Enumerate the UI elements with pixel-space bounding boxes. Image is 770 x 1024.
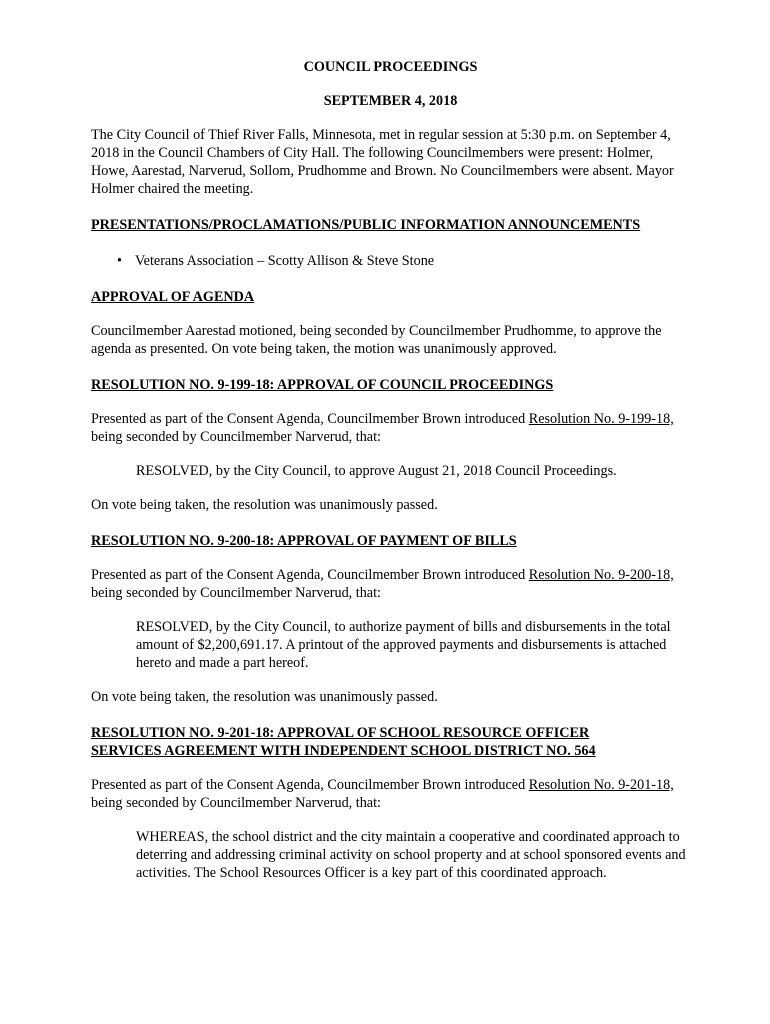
res199-intro	[91, 410, 690, 446]
res200-intro	[91, 566, 690, 602]
res200-heading: RESOLUTION NO. 9-200-18: APPROVAL OF PAYMENT OF BILLS	[91, 533, 517, 549]
presentation-item-text: Veterans Association – Scotty Allison & Steve Stone	[135, 253, 435, 269]
res199-intro-text: Presented as part of the Consent Agenda, Councilmember Brown introduced	[91, 411, 529, 427]
meeting-date: SEPTEMBER 4, 2018	[323, 93, 458, 109]
res201-whereas: WHEREAS, the school district and the city maintain a cooperative and coordinated approach to deterring and addressing criminal activity on school property and at school sponsored events and activities. The School Resources Officer is a key part of this coordinated approach.	[136, 829, 686, 881]
res200-intro-tail: being seconded by Councilmember Narverud, that:	[91, 585, 381, 601]
res199-resolution-reference: Resolution No. 9-199-18,	[528, 411, 674, 427]
bullet-icon: •	[117, 253, 122, 269]
document-title: COUNCIL PROCEEDINGS	[303, 59, 478, 75]
intro-paragraph: The City Council of Thief River Falls, Minnesota, met in regular session at 5:30 p.m. on September 4, 2018 in the Council Chambers of City Hall. The following Councilmembers were present: Holmer, Howe, Aarestad, Narverud, Sollom, Prudhomme and Brown. No Councilmembers were absent. Mayor Holmer chaired the meeting.	[91, 127, 674, 197]
res199-vote: On vote being taken, the resolution was unanimously passed.	[91, 497, 438, 513]
res201-intro-tail: being seconded by Councilmember Narverud, that:	[91, 795, 381, 811]
presentations-heading: PRESENTATIONS/PROCLAMATIONS/PUBLIC INFORMATION ANNOUNCEMENTS	[91, 217, 641, 233]
agenda-heading: APPROVAL OF AGENDA	[91, 289, 255, 305]
res199-resolved: RESOLVED, by the City Council, to approve August 21, 2018 Council Proceedings.	[136, 463, 617, 479]
res200-resolution-reference: Resolution No. 9-200-18,	[528, 567, 674, 583]
res201-heading-line1: RESOLUTION NO. 9-201-18: APPROVAL OF SCHOOL RESOURCE OFFICER	[91, 725, 590, 741]
res199-intro-tail: being seconded by Councilmember Narverud, that:	[91, 429, 381, 445]
res200-resolved: RESOLVED, by the City Council, to authorize payment of bills and disbursements in the total amount of $2,200,691.17. A printout of the approved payments and disbursements is attached hereto and made a part hereof.	[136, 619, 671, 671]
res201-intro-text: Presented as part of the Consent Agenda, Councilmember Brown introduced	[91, 777, 529, 793]
presentations-list-item	[91, 252, 690, 270]
res199-heading: RESOLUTION NO. 9-199-18: APPROVAL OF COUNCIL PROCEEDINGS	[91, 377, 554, 393]
res201-heading	[91, 724, 690, 760]
res201-resolution-reference: Resolution No. 9-201-18,	[528, 777, 674, 793]
res200-intro-text: Presented as part of the Consent Agenda, Councilmember Brown introduced	[91, 567, 529, 583]
res200-vote: On vote being taken, the resolution was unanimously passed.	[91, 689, 438, 705]
agenda-paragraph: Councilmember Aarestad motioned, being seconded by Councilmember Prudhomme, to approve the agenda as presented. On vote being taken, the motion was unanimously approved.	[91, 323, 662, 357]
res201-heading-line2: SERVICES AGREEMENT WITH INDEPENDENT SCHOOL DISTRICT NO. 564	[91, 743, 596, 759]
res201-intro	[91, 776, 690, 812]
